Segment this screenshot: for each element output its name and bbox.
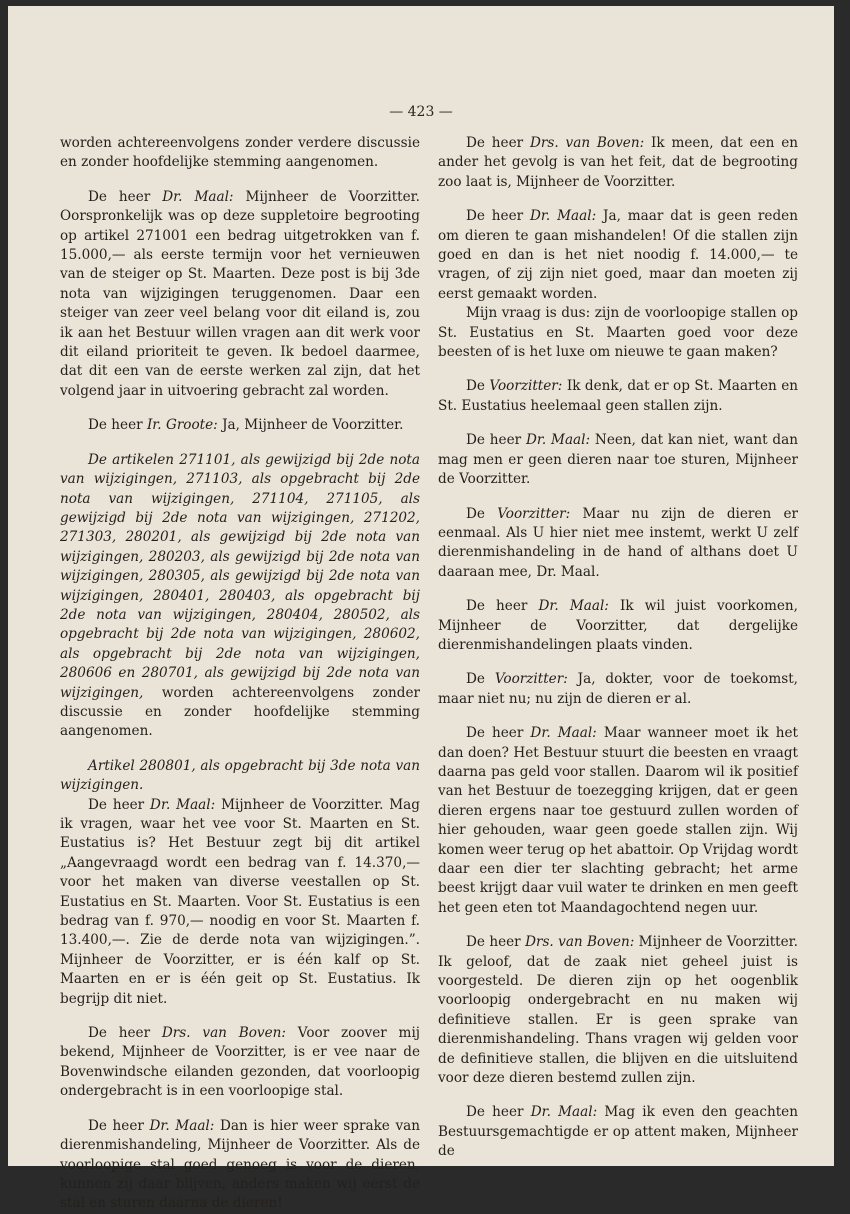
paragraph bbox=[60, 1024, 420, 1102]
speaker-name: Dr. Maal: bbox=[149, 1117, 215, 1134]
paragraph bbox=[60, 1117, 420, 1214]
paragraph bbox=[438, 377, 798, 416]
speaker-prefix: De heer bbox=[88, 188, 163, 205]
paragraph bbox=[60, 134, 420, 173]
paragraph-text: worden achtereenvolgens zonder verdere discussie en zonder hoofdelijke stemming aangenomen. bbox=[60, 135, 420, 171]
speaker-name: Voorzitter: bbox=[489, 378, 563, 395]
paragraph bbox=[60, 188, 420, 401]
speaker-prefix: De heer bbox=[88, 1117, 150, 1134]
paragraph bbox=[438, 670, 798, 709]
paragraph bbox=[438, 724, 798, 918]
speech-text: Ik wil juist voorkomen, Mijnheer de Voorzitter, dat dergelijke dierenmishandelingen plaats vinden. bbox=[438, 598, 798, 653]
paragraph bbox=[438, 505, 798, 583]
paragraph bbox=[438, 304, 798, 362]
speaker-prefix: De bbox=[466, 671, 495, 688]
speech-text: Ik meen, dat een en ander het gevolg is van het feit, dat de begrooting zoo laat is, Mijnheer de Voorzitter. bbox=[438, 135, 799, 190]
speech-text: Maar nu zijn de dieren er eenmaal. Als U hier niet mee instemt, werkt U zelf dierenmishandeling in de hand of althans doet U daaraan mee, Dr. Maal. bbox=[438, 505, 798, 580]
article-heading: Artikel 280801, als opgebracht bij 3de nota van wijzigingen. bbox=[60, 757, 420, 794]
paragraph bbox=[438, 1103, 798, 1161]
speaker-prefix: De heer bbox=[466, 598, 539, 615]
paragraph bbox=[438, 933, 798, 1088]
right-column bbox=[438, 134, 798, 1162]
speaker-name: Voorzitter: bbox=[497, 505, 571, 522]
speech-text: Maar wanneer moet ik het dan doen? Het Bestuur stuurt die beesten en vraagt daarna pas geld voor stallen. Daarom wil ik positief van het Bestuur de toezegging krijgen, dat er geen dieren ergens naar toe gestuurd zullen worden of hier gehouden, waar geen goede stallen zijn. Wij komen weer terug op het abattoir. Op Vrijdag wordt daar een dier ter slachting gebracht; het arme beest krijgt daar vuil water te drinken en men geeft het geen eten tot Maandagochtend negen uur. bbox=[438, 725, 799, 916]
paragraph bbox=[438, 134, 798, 192]
speech-text: Ik denk, dat er op St. Maarten en St. Eustatius heelemaal geen stallen zijn. bbox=[438, 378, 799, 414]
speaker-name: Drs. van Boven: bbox=[161, 1025, 286, 1042]
paragraph-text: worden achtereenvolgens zonder discussie en zonder hoofdelijke stemming aangenomen. bbox=[60, 684, 420, 740]
speech-text: Voor zoover mij bekend, Mijnheer de Voorzitter, is er vee naar de Bovenwindsche eilanden gezonden, dat voorloopig ondergebracht is in een voorloopige stal. bbox=[60, 1025, 421, 1100]
speech-text: Ja, Mijnheer de Voorzitter. bbox=[217, 417, 404, 434]
speaker-prefix: De heer bbox=[88, 417, 147, 434]
speaker-prefix: De heer bbox=[466, 725, 531, 742]
speech-text: Dan is hier weer sprake van dierenmishandeling, Mijnheer de Voorzitter. Als de voorloopige stal goed genoeg is voor de dieren, kunnen zij daar blijven, anders maken wij eerst de stal en sturen daarna de dieren! bbox=[60, 1117, 420, 1212]
speech-text: Ja, dokter, voor de toekomst, maar niet nu; nu zijn de dieren er al. bbox=[438, 671, 798, 707]
speaker-name: Dr. Maal: bbox=[525, 432, 591, 449]
paragraph bbox=[60, 451, 420, 742]
speaker-name: Dr. Maal: bbox=[530, 208, 597, 225]
speaker-name: Drs. van Boven: bbox=[525, 934, 635, 951]
speaker-name: Dr. Maal: bbox=[530, 1104, 598, 1121]
speaker-name: Dr. Maal: bbox=[150, 796, 216, 813]
paragraph bbox=[438, 431, 798, 489]
paragraph bbox=[438, 597, 798, 655]
paragraph bbox=[60, 757, 420, 796]
speaker-name: Dr. Maal: bbox=[162, 188, 234, 205]
document-page bbox=[8, 6, 834, 1212]
speaker-name: Dr. Maal: bbox=[538, 598, 609, 615]
speech-text: Neen, dat kan niet, want dan mag men er geen dieren naar toe sturen, Mijnheer de Voorzitter. bbox=[438, 432, 798, 488]
speaker-name: Voorzitter: bbox=[494, 671, 568, 688]
paragraph-text: Mijn vraag is dus: zijn de voorloopige stallen op St. Eustatius en St. Maarten goed voor deze beesten of is het luxe om nieuwe te gaan maken? bbox=[438, 305, 798, 361]
speaker-prefix: De heer bbox=[466, 432, 526, 449]
speaker-name: Dr. Maal: bbox=[530, 725, 597, 742]
speaker-prefix: De heer bbox=[466, 1104, 531, 1121]
speech-text: Ja, maar dat is geen reden om dieren te gaan mishandelen! Of die stallen zijn goed en dan is het niet noodig f. 14.000,— te vragen, of zij zijn niet goed, maar dan moeten zij eerst gemaakt worden. bbox=[438, 208, 798, 302]
speech-text: Mag ik even den geachten Bestuursgemachtigde er op attent maken, Mijnheer de bbox=[438, 1104, 798, 1160]
speaker-name: Drs. van Boven: bbox=[530, 135, 645, 151]
speech-text: Mijnheer de Voorzitter. Ik geloof, dat de zaak niet geheel juist is voorgesteld. De dieren zijn op het oogenblik voorloopig ondergebracht en nu maken wij definitieve stallen. Er is geen sprake van dierenmishandeling. Thans vragen wij gelden voor de definitieve stallen, die blijven en die uitsluitend voor deze dieren bestemd zullen zijn. bbox=[438, 934, 799, 1087]
paragraph bbox=[60, 796, 420, 1009]
italic-text: De artikelen 271101, als gewijzigd bij 2de nota van wijzigingen, 271103, als opgebracht bij 2de nota van wijzigingen, 271104, 271105, als gewijzigd bij 2de nota van wijzigingen, 271202, 271303, 280201, als gewijzigd bij 2de nota van wijzigingen, 280203, als gewijzigd bij 2de nota van wijzigingen, 280305, als gewijzigd bij 2de nota van wijzigingen, 280401, 280403, als opgebracht bij 2de nota van wijzigingen, 280404, 280502, als opgebracht bij 2de nota van wijzigingen, 280602, als opgebracht bij 2de nota van wijzigingen, 280606 en 280701, als gewijzigd bij 2de nota van wijzigingen, bbox=[60, 451, 420, 701]
speech-text: Mijnheer de Voorzitter. Mag ik vragen, waar het vee voor St. Maarten en St. Eustatius is? Het Bestuur zegt bij dit artikel „Aangevraagd wordt een bedrag van f. 14.370,— voor het maken van diverse veestallen op St. Eustatius en St. Maarten. Voor St. Eustatius is een bedrag van f. 970,— noodig en voor St. Maarten f. 13.400,—. Zie de derde nota van wijzigingen.”. Mijnheer de Voorzitter, er is één kalf op St. Maarten en er is één geit op St. Eustatius. Ik begrijp dit niet. bbox=[60, 796, 420, 1007]
speaker-prefix: De heer bbox=[466, 135, 530, 151]
paragraph bbox=[438, 207, 798, 304]
speech-text: Mijnheer de Voorzitter. Oorspronkelijk was op deze suppletoire begrooting op artikel 271001 een bedrag uitgetrokken van f. 15.000,— als eerste termijn voor het vernieuwen van de steiger op St. Maarten. Deze post is bij 3de nota van wijzigingen teruggenomen. Daar een steiger van zeer veel belang voor dit eiland is, zou ik aan het Bestuur willen vragen aan dit werk voor dit eiland prioriteit te geven. Ik bedoel daarmee, dat dit een van de eerste werken zal zijn, dat het volgend jaar in uitvoering gebracht zal worden. bbox=[60, 188, 421, 399]
speaker-prefix: De heer bbox=[88, 796, 151, 813]
left-column bbox=[60, 134, 420, 1214]
speaker-prefix: De heer bbox=[88, 1025, 162, 1042]
speaker-name: Ir. Groote: bbox=[146, 417, 218, 434]
speaker-prefix: De bbox=[466, 378, 490, 395]
speaker-prefix: De bbox=[466, 505, 498, 522]
speaker-prefix: De heer bbox=[466, 934, 526, 951]
speaker-prefix: De heer bbox=[466, 208, 531, 225]
paragraph bbox=[60, 416, 420, 435]
page-number: — 423 — bbox=[389, 104, 453, 120]
